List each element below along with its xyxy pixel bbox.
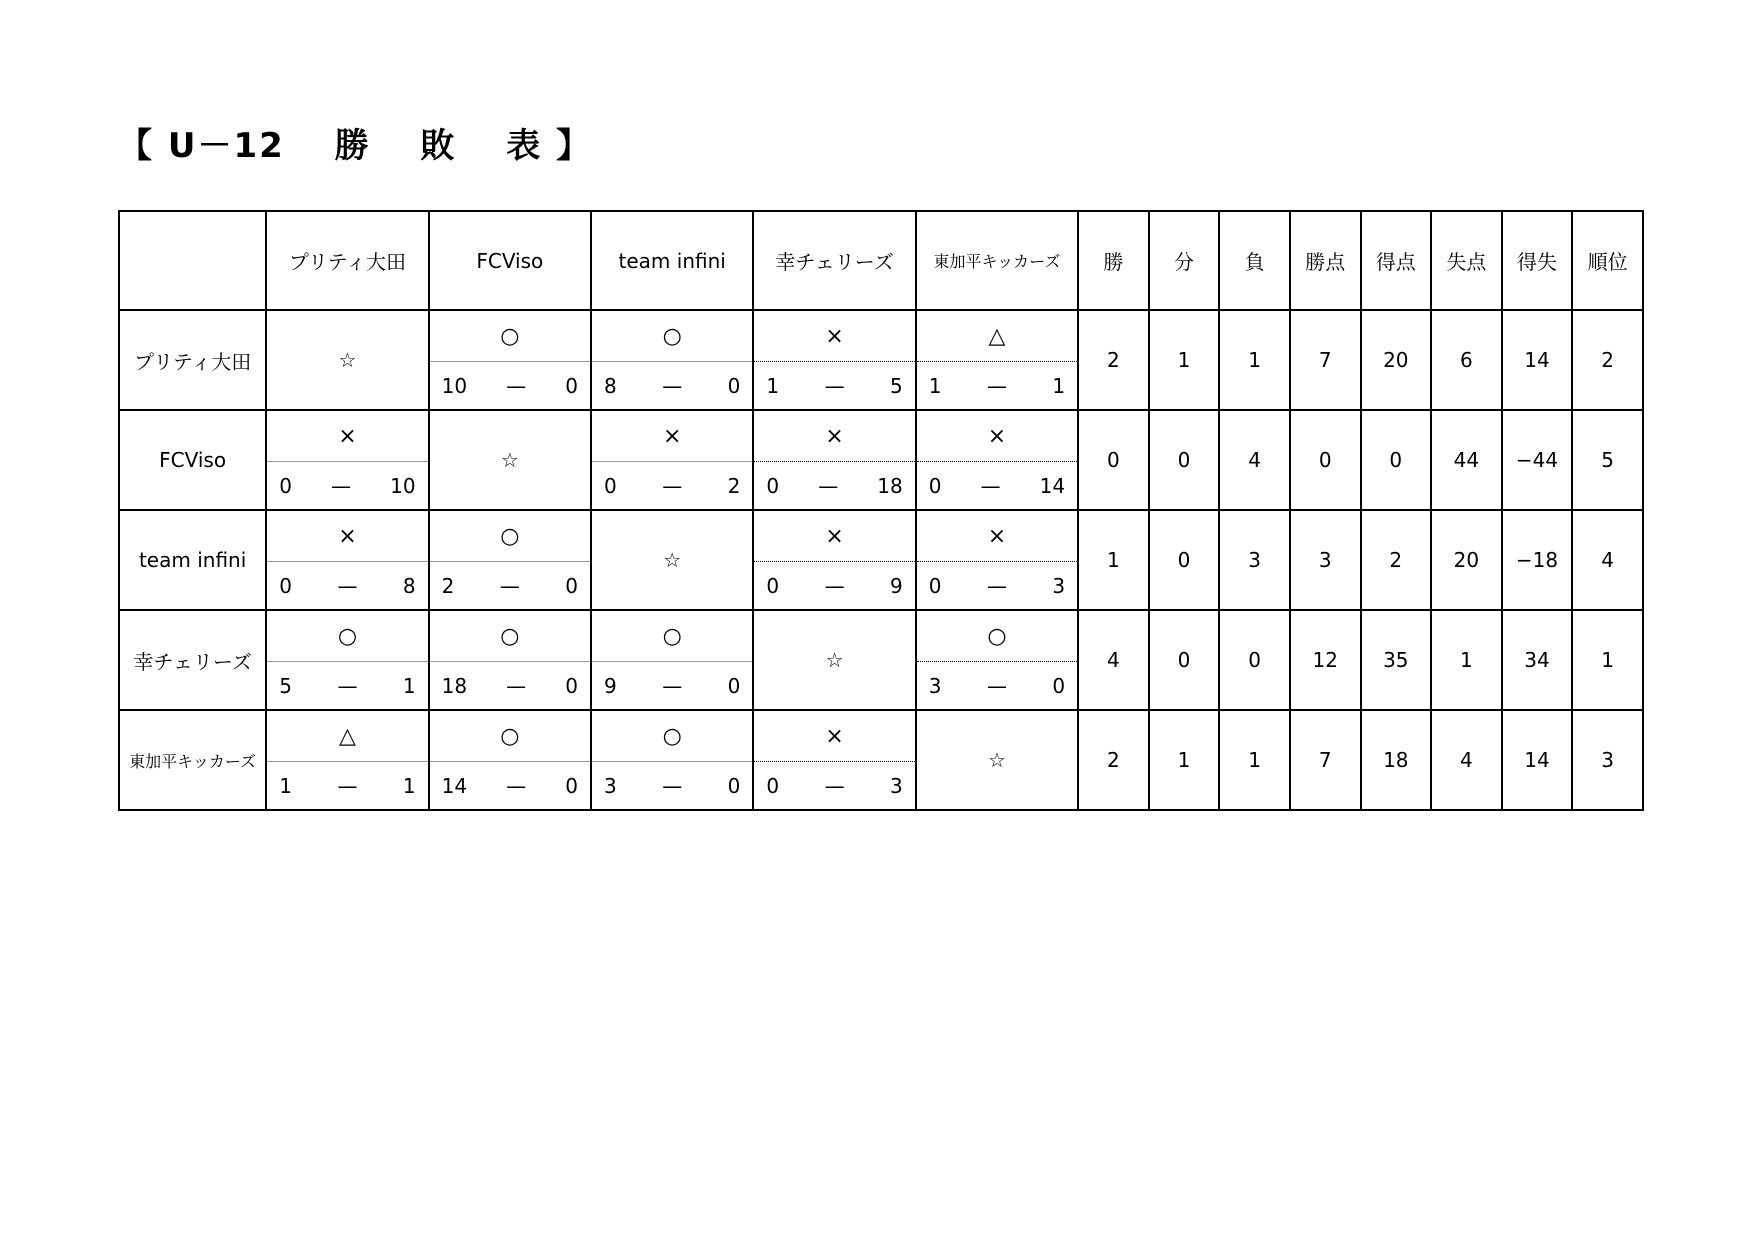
result-mark: ×: [267, 511, 427, 562]
score-for: 2: [441, 573, 455, 598]
score-separator: —: [662, 373, 683, 398]
stat-losses: 3: [1219, 510, 1290, 610]
score-against: 0: [727, 673, 741, 698]
result-mark: ×: [267, 411, 427, 462]
score-separator: —: [662, 473, 683, 498]
row-team-name: 東加平キッカーズ: [119, 710, 266, 810]
result-mark: ○: [592, 711, 752, 762]
score-separator: —: [980, 473, 1001, 498]
stat-goal-difference: 14: [1502, 710, 1573, 810]
stat-goal-difference: 14: [1502, 310, 1573, 410]
stat-header-wins: 勝: [1078, 211, 1149, 310]
stat-losses: 0: [1219, 610, 1290, 710]
score-for: 0: [279, 473, 292, 498]
stat-header-losses: 負: [1219, 211, 1290, 310]
stat-header-points: 勝点: [1290, 211, 1361, 310]
score-separator: —: [506, 773, 527, 798]
stat-points: 12: [1290, 610, 1361, 710]
match-score: [754, 462, 914, 509]
score-for: 3: [928, 673, 942, 698]
score-for: 8: [604, 373, 617, 398]
score-separator: —: [331, 473, 352, 498]
score-for: 0: [766, 473, 780, 498]
match-result: [592, 311, 752, 409]
stat-rank: 5: [1572, 410, 1643, 510]
match-result-cell: [916, 510, 1078, 610]
stat-wins: 2: [1078, 310, 1149, 410]
stat-rank: 4: [1572, 510, 1643, 610]
table-row: [119, 410, 1643, 510]
match-score: [592, 462, 752, 509]
match-result-cell: [429, 710, 591, 810]
match-score: [592, 762, 752, 809]
result-mark: ×: [754, 311, 914, 362]
stat-wins: 2: [1078, 710, 1149, 810]
match-score: [917, 662, 1077, 709]
score-for: 0: [766, 773, 780, 798]
match-result-cell: [266, 410, 428, 510]
score-separator: —: [499, 573, 520, 598]
match-result-cell: [429, 310, 591, 410]
page-title: 【 U－12 勝 敗 表 】: [118, 126, 593, 166]
row-team-name: 幸チェリーズ: [119, 610, 266, 710]
score-for: 3: [604, 773, 617, 798]
match-score: [754, 762, 914, 809]
score-for: 10: [441, 373, 468, 398]
score-against: 0: [565, 373, 578, 398]
result-mark: ×: [592, 411, 752, 462]
match-score: [430, 662, 590, 709]
score-for: 5: [279, 673, 292, 698]
stat-goal-difference: −44: [1502, 410, 1573, 510]
score-against: 1: [1052, 373, 1066, 398]
self-match-cell: ☆: [429, 410, 591, 510]
result-mark: ×: [917, 511, 1077, 562]
score-separator: —: [986, 673, 1007, 698]
match-score: [592, 362, 752, 409]
stat-goal-difference: 34: [1502, 610, 1573, 710]
score-separator: —: [337, 573, 358, 598]
result-mark: ×: [754, 711, 914, 762]
stat-draws: 0: [1149, 610, 1220, 710]
match-result: [592, 711, 752, 809]
match-result: [754, 311, 914, 409]
match-result: [917, 611, 1077, 709]
match-result: [592, 611, 752, 709]
match-result-cell: [916, 410, 1078, 510]
match-result-cell: [916, 610, 1078, 710]
score-separator: —: [662, 673, 683, 698]
stat-header-rank: 順位: [1572, 211, 1643, 310]
result-mark: ○: [430, 511, 590, 562]
match-score: [917, 362, 1077, 409]
match-result-cell: [753, 710, 915, 810]
match-result: [754, 411, 914, 509]
stat-rank: 1: [1572, 610, 1643, 710]
result-mark: ○: [430, 311, 590, 362]
score-for: 0: [928, 473, 942, 498]
score-separator: —: [337, 773, 358, 798]
self-match-cell: ☆: [266, 310, 428, 410]
score-separator: —: [506, 673, 527, 698]
match-result-cell: [916, 310, 1078, 410]
score-for: 0: [604, 473, 617, 498]
match-result-cell: [591, 310, 753, 410]
match-score: [430, 562, 590, 609]
match-score: [267, 462, 427, 509]
stat-goals-for: 35: [1361, 610, 1432, 710]
match-result: [430, 311, 590, 409]
score-against: 3: [1052, 573, 1066, 598]
score-against: 0: [565, 573, 578, 598]
score-against: 18: [877, 473, 903, 498]
score-for: 14: [441, 773, 468, 798]
match-score: [917, 462, 1077, 509]
score-for: 0: [928, 573, 942, 598]
match-result-cell: [429, 610, 591, 710]
self-match-cell: ☆: [916, 710, 1078, 810]
result-mark: ×: [754, 411, 914, 462]
result-mark: ○: [592, 611, 752, 662]
table-row: [119, 710, 1643, 810]
stat-goals-for: 2: [1361, 510, 1432, 610]
score-against: 0: [565, 773, 578, 798]
stat-draws: 1: [1149, 710, 1220, 810]
score-against: 0: [1052, 673, 1066, 698]
result-mark: ×: [754, 511, 914, 562]
self-match-cell: ☆: [591, 510, 753, 610]
match-result: [917, 511, 1077, 609]
match-result: [430, 511, 590, 609]
score-against: 8: [402, 573, 416, 598]
score-against: 0: [565, 673, 578, 698]
match-result: [267, 711, 427, 809]
match-score: [754, 362, 914, 409]
stat-losses: 4: [1219, 410, 1290, 510]
row-team-name: プリティ大田: [119, 310, 266, 410]
score-against: 0: [727, 373, 741, 398]
table-row: [119, 310, 1643, 410]
stat-draws: 1: [1149, 310, 1220, 410]
stat-goals-for: 20: [1361, 310, 1432, 410]
stat-losses: 1: [1219, 310, 1290, 410]
stat-goals-against: 20: [1431, 510, 1502, 610]
match-result-cell: [591, 410, 753, 510]
score-separator: —: [824, 573, 845, 598]
stat-wins: 4: [1078, 610, 1149, 710]
match-result: [430, 611, 590, 709]
match-score: [267, 762, 427, 809]
score-against: 1: [402, 673, 416, 698]
column-team-header: 幸チェリーズ: [753, 211, 915, 310]
stat-goals-against: 4: [1431, 710, 1502, 810]
self-match-cell: ☆: [753, 610, 915, 710]
score-for: 0: [766, 573, 780, 598]
result-mark: ○: [430, 611, 590, 662]
score-for: 9: [604, 673, 617, 698]
score-separator: —: [986, 373, 1007, 398]
score-for: 1: [279, 773, 292, 798]
table-body: [119, 310, 1643, 810]
stat-goal-difference: −18: [1502, 510, 1573, 610]
score-for: 18: [441, 673, 468, 698]
stat-header-goals-for: 得点: [1361, 211, 1432, 310]
match-result: [754, 511, 914, 609]
match-result-cell: [753, 310, 915, 410]
match-result: [917, 311, 1077, 409]
score-against: 14: [1039, 473, 1066, 498]
result-mark: ○: [592, 311, 752, 362]
stat-wins: 0: [1078, 410, 1149, 510]
match-score: [592, 662, 752, 709]
row-team-name: FCViso: [119, 410, 266, 510]
stat-draws: 0: [1149, 510, 1220, 610]
score-against: 2: [727, 473, 741, 498]
match-score: [430, 762, 590, 809]
score-against: 0: [727, 773, 741, 798]
score-against: 5: [890, 373, 903, 398]
stat-points: 7: [1290, 310, 1361, 410]
corner-cell: [119, 211, 266, 310]
stat-header-goals-against: 失点: [1431, 211, 1502, 310]
score-against: 10: [390, 473, 416, 498]
stat-goals-for: 0: [1361, 410, 1432, 510]
stat-goals-against: 1: [1431, 610, 1502, 710]
match-result-cell: [591, 710, 753, 810]
stat-rank: 3: [1572, 710, 1643, 810]
match-result-cell: [753, 410, 915, 510]
match-result: [592, 411, 752, 509]
stat-goals-for: 18: [1361, 710, 1432, 810]
score-against: 3: [890, 773, 903, 798]
column-team-header: プリティ大田: [266, 211, 428, 310]
score-for: 1: [928, 373, 942, 398]
match-result-cell: [753, 510, 915, 610]
stat-draws: 0: [1149, 410, 1220, 510]
table-row: [119, 610, 1643, 710]
score-separator: —: [824, 373, 845, 398]
score-for: 1: [766, 373, 780, 398]
header-row: [119, 211, 1643, 310]
match-result-cell: [266, 510, 428, 610]
result-mark: ×: [917, 411, 1077, 462]
match-result-cell: [429, 510, 591, 610]
match-score: [917, 562, 1077, 609]
stat-header-goal-difference: 得失: [1502, 211, 1573, 310]
result-mark: ○: [917, 611, 1077, 662]
score-for: 0: [279, 573, 292, 598]
table-row: [119, 510, 1643, 610]
result-mark: ○: [430, 711, 590, 762]
match-result: [267, 611, 427, 709]
stat-rank: 2: [1572, 310, 1643, 410]
score-separator: —: [818, 473, 839, 498]
score-against: 9: [890, 573, 903, 598]
column-team-header: 東加平キッカーズ: [916, 211, 1078, 310]
result-mark: △: [267, 711, 427, 762]
match-score: [267, 662, 427, 709]
match-result: [267, 411, 427, 509]
results-table: [118, 210, 1644, 811]
match-result: [917, 411, 1077, 509]
match-score: [754, 562, 914, 609]
match-result: [754, 711, 914, 809]
match-result-cell: [266, 710, 428, 810]
match-result-cell: [266, 610, 428, 710]
match-result-cell: [591, 610, 753, 710]
match-result: [267, 511, 427, 609]
result-mark: ○: [267, 611, 427, 662]
stat-losses: 1: [1219, 710, 1290, 810]
match-score: [267, 562, 427, 609]
match-score: [430, 362, 590, 409]
stat-points: 3: [1290, 510, 1361, 610]
score-separator: —: [824, 773, 845, 798]
row-team-name: team infini: [119, 510, 266, 610]
score-separator: —: [337, 673, 358, 698]
stat-points: 7: [1290, 710, 1361, 810]
score-against: 1: [402, 773, 416, 798]
result-mark: △: [917, 311, 1077, 362]
stat-goals-against: 44: [1431, 410, 1502, 510]
column-team-header: FCViso: [429, 211, 591, 310]
stat-goals-against: 6: [1431, 310, 1502, 410]
stat-points: 0: [1290, 410, 1361, 510]
stat-wins: 1: [1078, 510, 1149, 610]
match-result: [430, 711, 590, 809]
score-separator: —: [986, 573, 1007, 598]
score-separator: —: [662, 773, 683, 798]
column-team-header: team infini: [591, 211, 753, 310]
stat-header-draws: 分: [1149, 211, 1220, 310]
score-separator: —: [506, 373, 527, 398]
